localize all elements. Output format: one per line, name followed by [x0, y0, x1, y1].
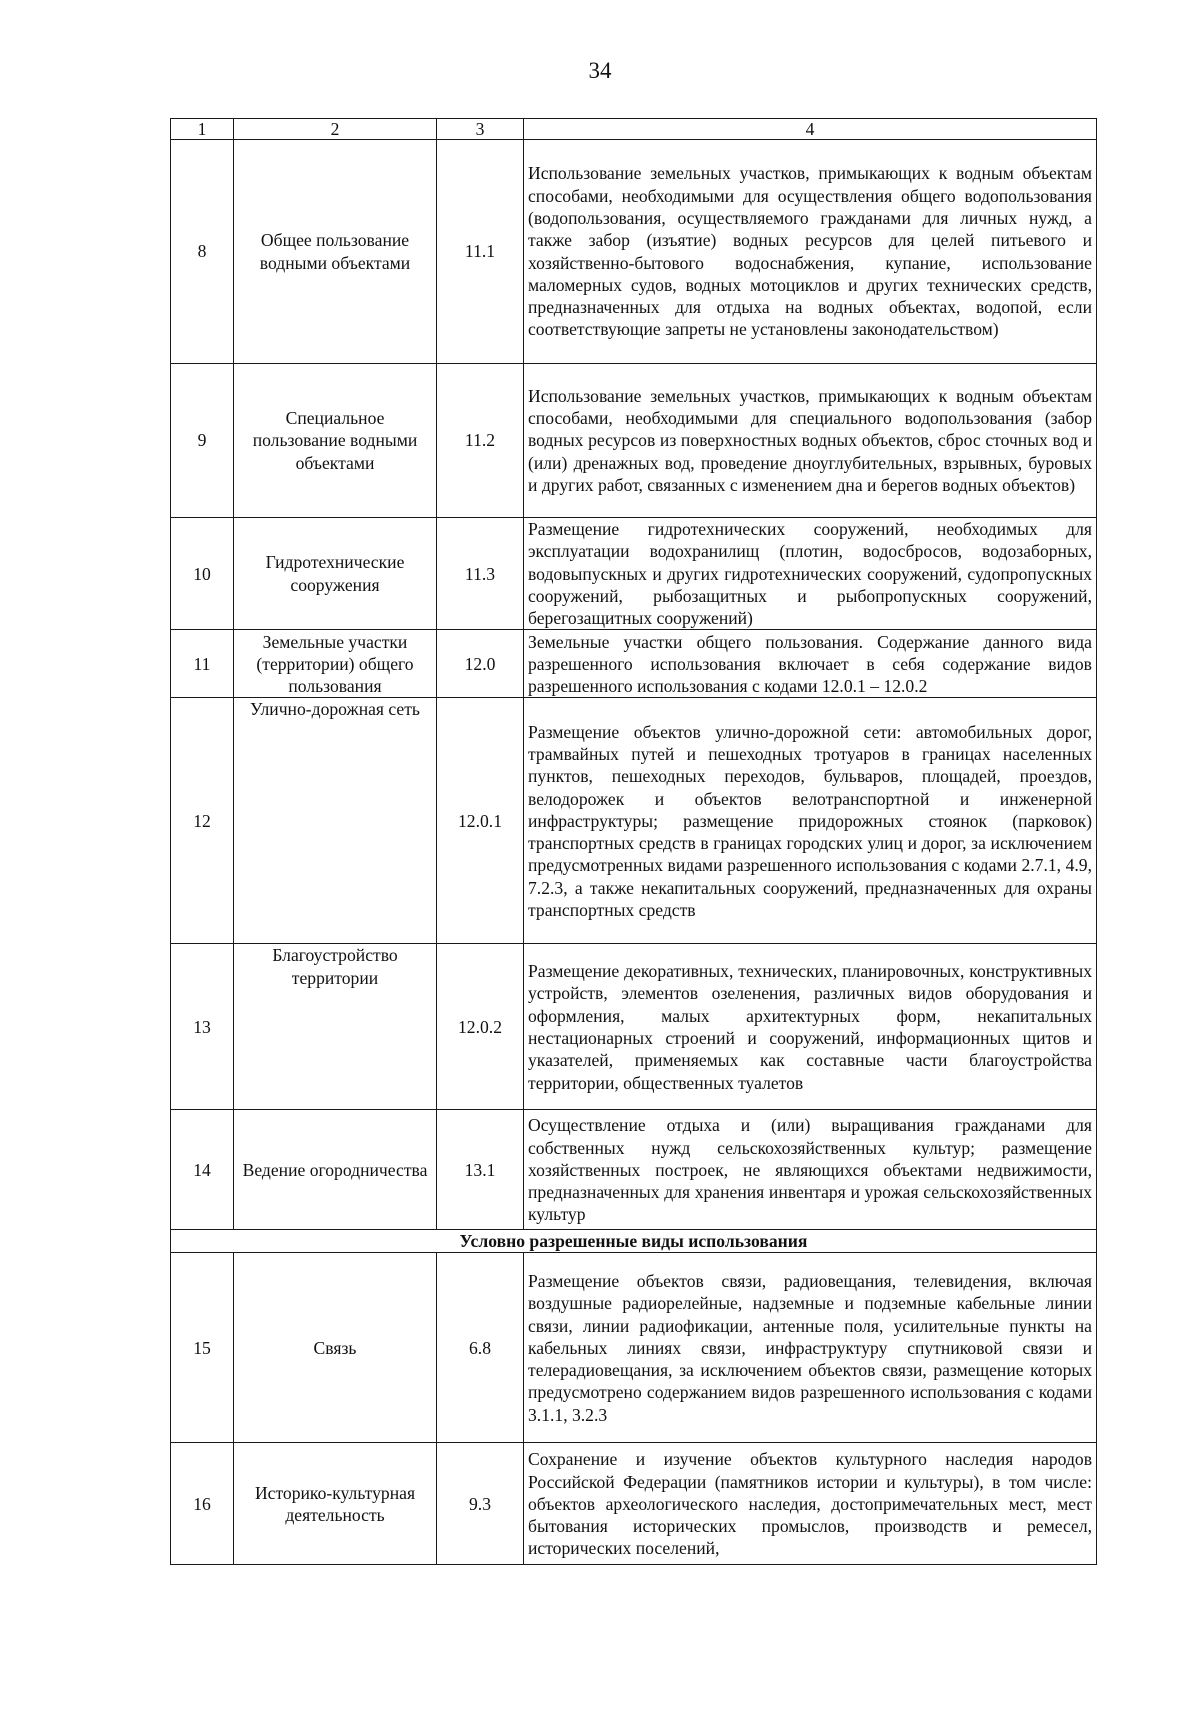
table-row — [171, 364, 1097, 518]
use-type-name: Благоустройство территории — [234, 944, 437, 1110]
use-type-description: Использование земельных участков, примыкающих к водным объектам способами, необходимыми для специального водопользования (забор водных ресурсов из поверхностных водных объектов, сброс сточных вод и (или) дренажных вод, проведение дноуглубительных, взрывных, буровых и других работ, связанных с изменением дна и берегов водных объектов) — [524, 364, 1097, 518]
use-type-description: Использование земельных участков, примыкающих к водным объектам способами, необходимыми для осуществления общего водопользования (водопользования, осуществляемого гражданами для личных нужд, а также забор (изъятие) водных ресурсов для целей питьевого и хозяйственно-бытового водоснабжения, купание, использование маломерных судов, водных мотоциклов и других технических средств, предназначенных для отдыха на водных объектах, водопой, если соответствующие запреты не установлены законодательством) — [524, 140, 1097, 364]
row-number: 8 — [171, 140, 234, 364]
use-type-code: 13.1 — [437, 1110, 524, 1230]
use-type-description: Сохранение и изучение объектов культурного наследия народов Российской Федерации (памятников истории и культуры), в том числе: объектов археологического наследия, достопримечательных мест, мест бытования исторических промыслов, производств и ремесел, исторических поселений, — [524, 1443, 1097, 1565]
row-number: 10 — [171, 518, 234, 630]
use-type-name: Связь — [234, 1253, 437, 1443]
land-use-table — [170, 118, 1097, 1565]
table-row — [171, 944, 1097, 1110]
use-type-description: Размещение объектов улично-дорожной сети: автомобильных дорог, трамвайных путей и пешеходных тротуаров в границах населенных пунктов, пешеходных переходов, бульваров, площадей, проездов, велодорожек и объектов велотранспортной и инженерной инфраструктуры; размещение придорожных стоянок (парковок) транспортных средств в границах городских улиц и дорог, за исключением предусмотренных видами разрешенного использования с кодами 2.7.1, 4.9, 7.2.3, а также некапитальных сооружений, предназначенных для охраны транспортных средств — [524, 698, 1097, 944]
row-number: 16 — [171, 1443, 234, 1565]
column-header: 1 — [171, 119, 234, 140]
use-type-name: Ведение огородничества — [234, 1110, 437, 1230]
column-header: 4 — [524, 119, 1097, 140]
use-type-code: 11.1 — [437, 140, 524, 364]
use-type-code: 12.0 — [437, 630, 524, 698]
use-type-description: Размещение декоративных, технических, планировочных, конструктивных устройств, элементов озеленения, различных видов оборудования и оформления, малых архитектурных форм, некапитальных нестационарных строений и сооружений, информационных щитов и указателей, применяемых как составные части благоустройства территории, общественных туалетов — [524, 944, 1097, 1110]
use-type-code: 9.3 — [437, 1443, 524, 1565]
column-header: 3 — [437, 119, 524, 140]
use-type-description: Размещение гидротехнических сооружений, необходимых для эксплуатации водохранилищ (плотин, водосбросов, водозаборных, водовыпускных и других гидротехнических сооружений, судопропускных сооружений, рыбозащитных и рыбопропускных сооружений, берегозащитных сооружений) — [524, 518, 1097, 630]
section-row — [171, 1230, 1097, 1253]
table-header-row — [171, 119, 1097, 140]
use-type-code: 11.2 — [437, 364, 524, 518]
use-type-code: 12.0.1 — [437, 698, 524, 944]
use-type-code: 6.8 — [437, 1253, 524, 1443]
section-title: Условно разрешенные виды использования — [171, 1230, 1097, 1253]
table-row — [171, 630, 1097, 698]
row-number: 12 — [171, 698, 234, 944]
column-header: 2 — [234, 119, 437, 140]
use-type-code: 11.3 — [437, 518, 524, 630]
use-type-description: Размещение объектов связи, радиовещания, телевидения, включая воздушные радиорелейные, надземные и подземные кабельные линии связи, линии радиофикации, антенные поля, усилительные пункты на кабельных линиях связи, инфраструктуру спутниковой связи и телерадиовещания, за исключением объектов связи, размещение которых предусмотрено содержанием видов разрешенного использования с кодами 3.1.1, 3.2.3 — [524, 1253, 1097, 1443]
use-type-name: Специальное пользование водными объектами — [234, 364, 437, 518]
use-type-name: Общее пользование водными объектами — [234, 140, 437, 364]
table-row — [171, 140, 1097, 364]
row-number: 13 — [171, 944, 234, 1110]
row-number: 14 — [171, 1110, 234, 1230]
use-type-name: Улично-дорожная сеть — [234, 698, 437, 944]
use-type-name: Земельные участки (территории) общего пользования — [234, 630, 437, 698]
row-number: 15 — [171, 1253, 234, 1443]
table-row — [171, 1253, 1097, 1443]
table-row — [171, 698, 1097, 944]
use-type-name: Гидротехнические сооружения — [234, 518, 437, 630]
row-number: 11 — [171, 630, 234, 698]
table-row — [171, 1443, 1097, 1565]
use-type-code: 12.0.2 — [437, 944, 524, 1110]
page-number: 34 — [588, 58, 612, 83]
table-row — [171, 518, 1097, 630]
table-row — [171, 1110, 1097, 1230]
use-type-description: Земельные участки общего пользования. Содержание данного вида разрешенного использования включает в себя содержание видов разрешенного использования с кодами 12.0.1 – 12.0.2 — [524, 630, 1097, 698]
row-number: 9 — [171, 364, 234, 518]
use-type-description: Осуществление отдыха и (или) выращивания гражданами для собственных нужд сельскохозяйственных культур; размещение хозяйственных построек, не являющихся объектами недвижимости, предназначенных для хранения инвентаря и урожая сельскохозяйственных культур — [524, 1110, 1097, 1230]
use-type-name: Историко-культурная деятельность — [234, 1443, 437, 1565]
